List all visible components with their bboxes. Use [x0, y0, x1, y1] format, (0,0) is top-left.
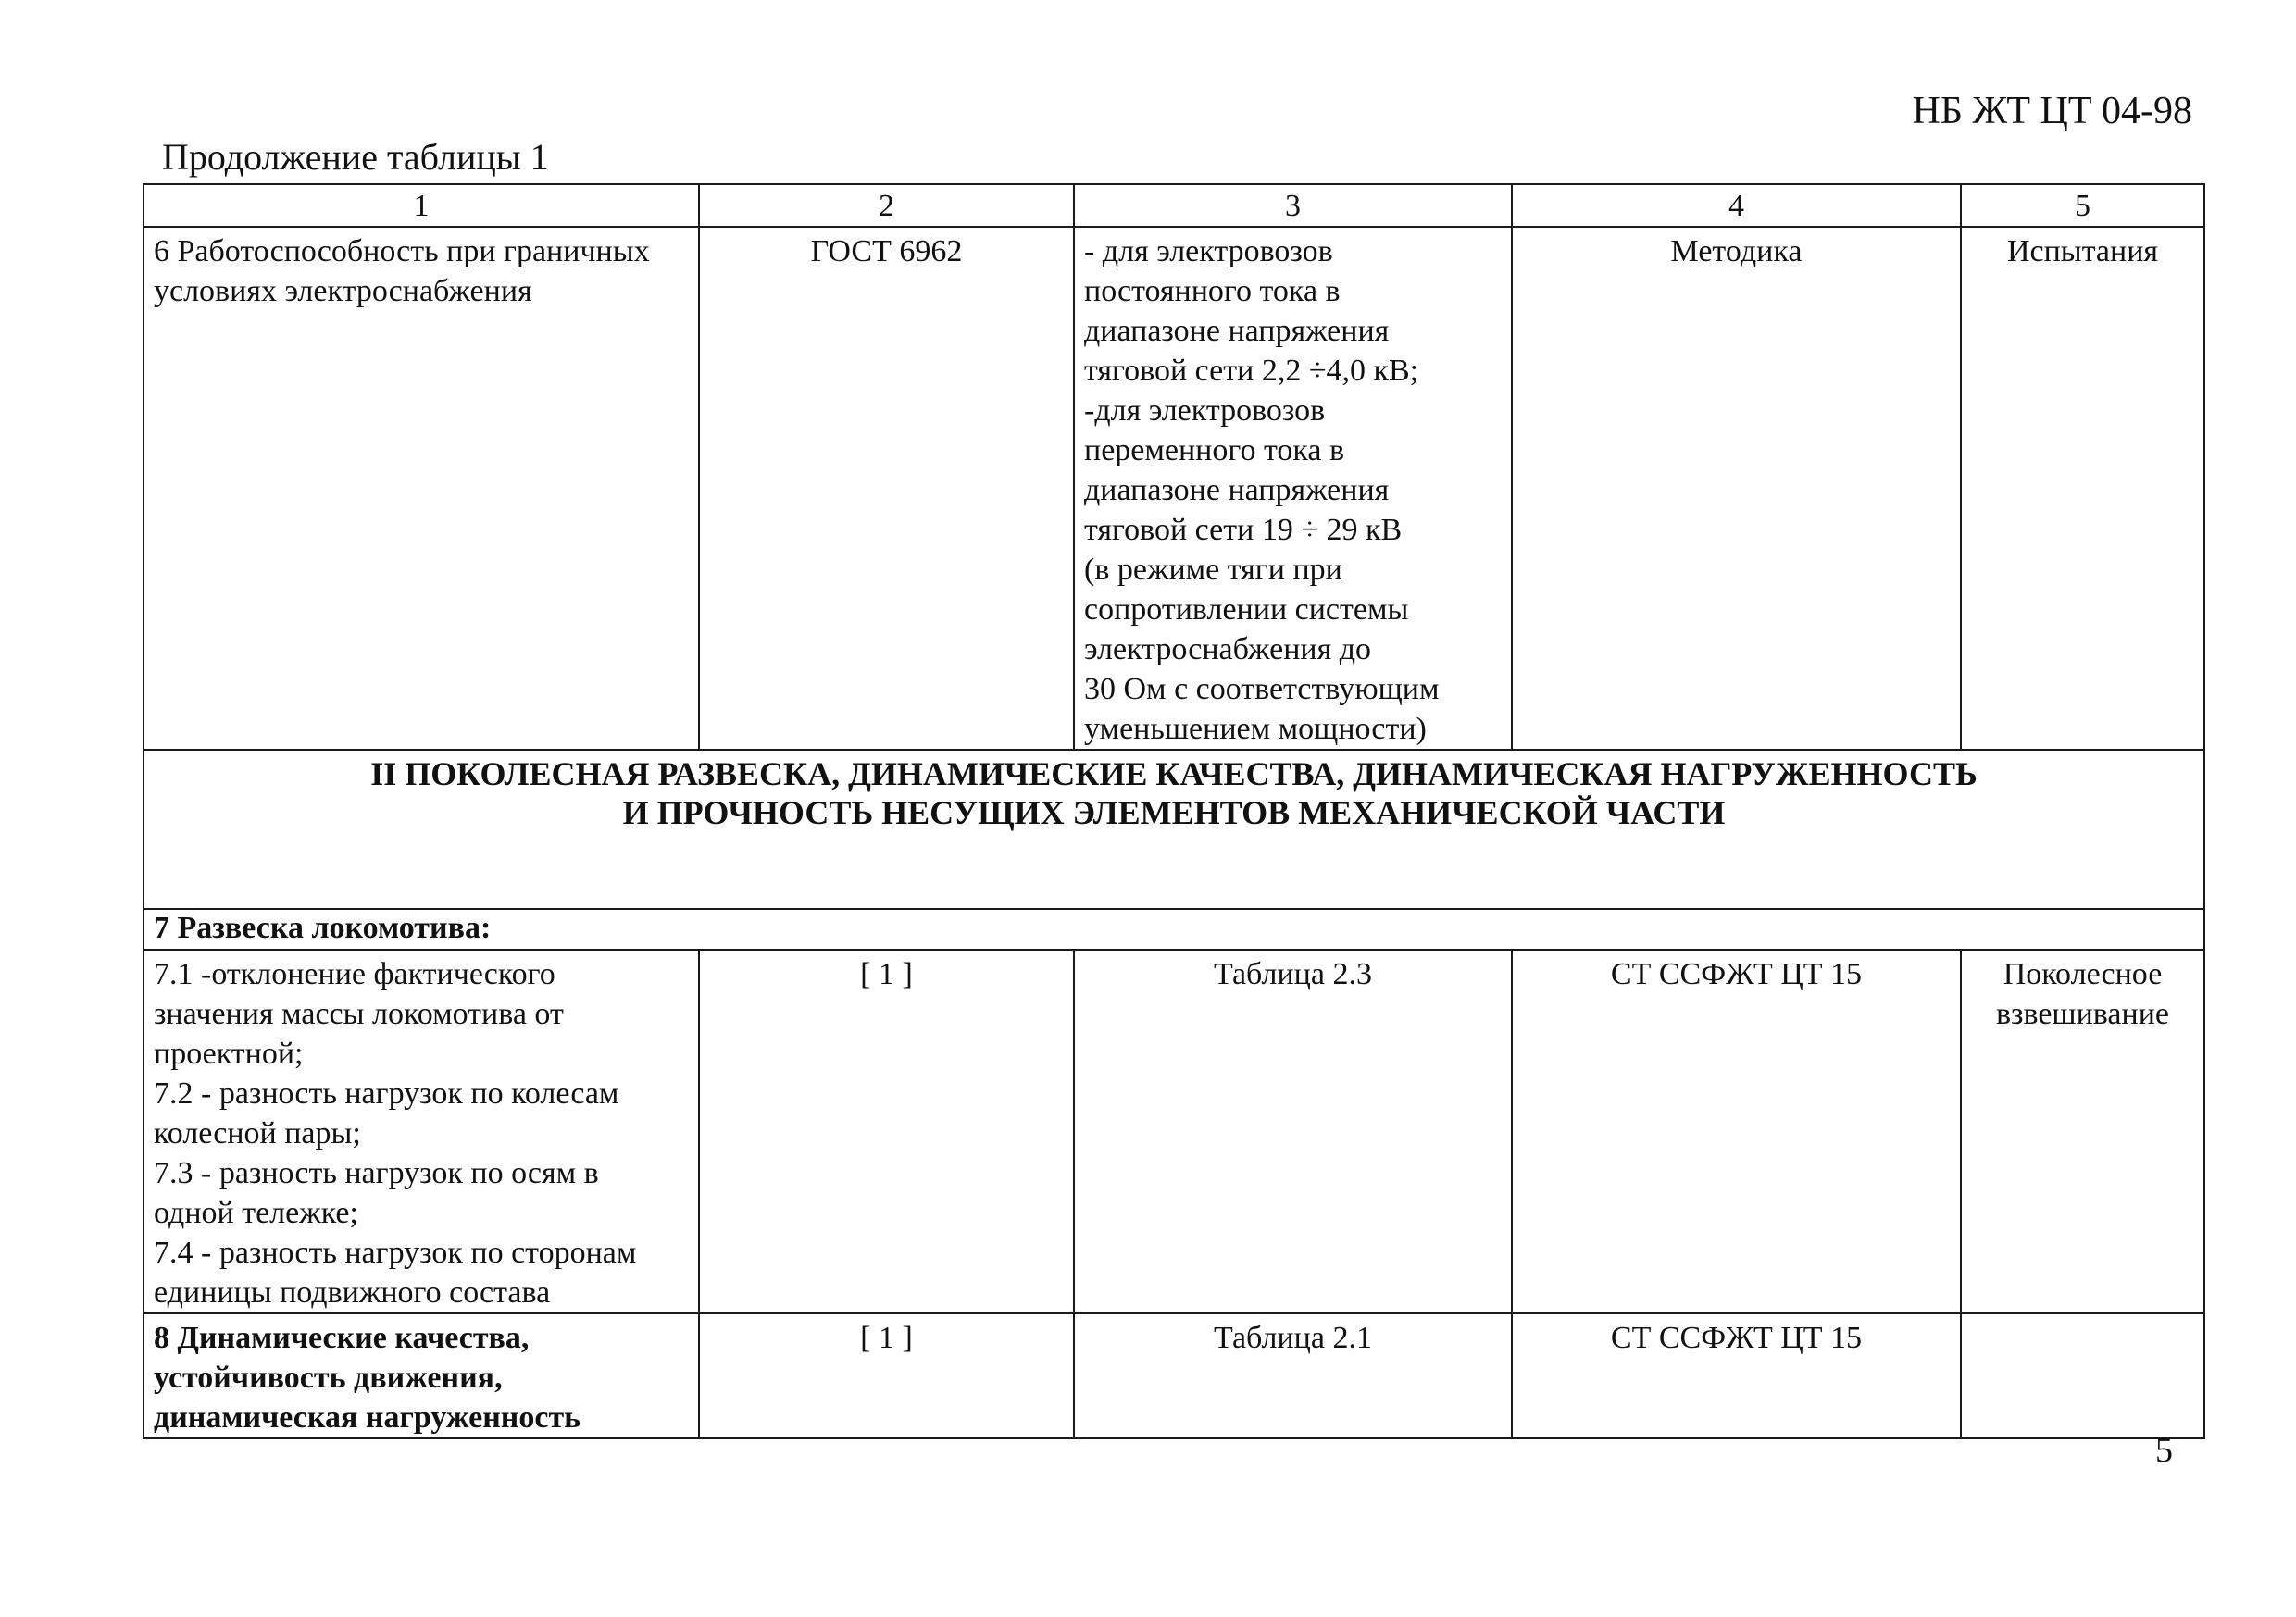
- row6-requirement: [1074, 227, 1512, 750]
- row6-method: Методика: [1512, 227, 1961, 750]
- column-number: 3: [1074, 184, 1512, 227]
- row8-parameters: [144, 1313, 699, 1438]
- row8-requirement: Таблица 2.1: [1074, 1313, 1512, 1438]
- text-line: условиях электроснабжения: [154, 274, 532, 308]
- row6-control-type: Испытания: [1961, 227, 2204, 750]
- text-line: одной тележке;: [154, 1196, 358, 1230]
- document-code: НБ ЖТ ЦТ 04-98: [1912, 90, 2192, 132]
- text-line: 30 Ом с соответствующим: [1084, 672, 1440, 706]
- row8-control-type: [1961, 1313, 2204, 1438]
- row6-standard: ГОСТ 6962: [699, 227, 1074, 750]
- text-line: диапазоне напряжения: [1084, 473, 1390, 507]
- text-line: значения массы локомотива от: [154, 997, 564, 1031]
- text-line: сопротивлении системы: [1084, 592, 1409, 627]
- table-row-7: [144, 950, 2204, 1313]
- row6-parameter: [144, 227, 699, 750]
- section-title: [144, 750, 2204, 909]
- text-line: колесной пары;: [154, 1116, 361, 1151]
- section-title-line: И ПРОЧНОСТЬ НЕСУЩИХ ЭЛЕМЕНТОВ МЕХАНИЧЕСКОЙ ЧАСТИ: [622, 794, 1726, 831]
- text-line: переменного тока в: [1084, 433, 1345, 467]
- row7-control-type: [1961, 950, 2204, 1313]
- text-line: - для электровозов: [1084, 234, 1333, 268]
- row7-heading: 7 Развеска локомотива:: [144, 909, 2204, 950]
- text-line: 8 Динамические качества,: [154, 1321, 530, 1355]
- text-line: единицы подвижного состава: [154, 1275, 551, 1310]
- section-header-row: [144, 750, 2204, 909]
- row7-parameters: [144, 950, 699, 1313]
- column-number: 2: [699, 184, 1074, 227]
- table-row-8: [144, 1313, 2204, 1438]
- text-line: 7.4 - разность нагрузок по сторонам: [154, 1236, 637, 1270]
- row8-method: СТ ССФЖТ ЦТ 15: [1512, 1313, 1961, 1438]
- row7-standard: [ 1 ]: [699, 950, 1074, 1313]
- text-line: диапазоне напряжения: [1084, 314, 1390, 348]
- text-line: (в режиме тяги при: [1084, 553, 1342, 587]
- text-line: уменьшением мощности): [1084, 712, 1427, 746]
- text-line: динамическая нагруженность: [154, 1400, 581, 1435]
- text-line: тяговой сети 19 ÷ 29 кВ: [1084, 513, 1403, 547]
- text-line: 7.1 -отклонение фактического: [154, 957, 555, 991]
- row7-requirement: Таблица 2.3: [1074, 950, 1512, 1313]
- column-number: 5: [1961, 184, 2204, 227]
- table-row-7-header: [144, 909, 2204, 950]
- text-line: -для электровозов: [1084, 393, 1326, 428]
- text-line: электроснабжения до: [1084, 632, 1372, 666]
- row8-standard: [ 1 ]: [699, 1313, 1074, 1438]
- text-line: 6 Работоспособность при граничных: [154, 234, 650, 268]
- row7-method: СТ ССФЖТ ЦТ 15: [1512, 950, 1961, 1313]
- page-number: 5: [2155, 1431, 2173, 1470]
- column-number: 1: [144, 184, 699, 227]
- table-continuation-caption: Продолжение таблицы 1: [162, 136, 549, 178]
- requirements-table: [143, 183, 2205, 1439]
- text-line: 7.2 - разность нагрузок по колесам: [154, 1076, 619, 1111]
- table-row-6: [144, 227, 2204, 750]
- text-line: 7.3 - разность нагрузок по осям в: [154, 1156, 599, 1190]
- section-title-line: II ПОКОЛЕСНАЯ РАЗВЕСКА, ДИНАМИЧЕСКИЕ КАЧЕСТВА, ДИНАМИЧЕСКАЯ НАГРУЖЕННОСТЬ: [370, 755, 1978, 792]
- text-line: взвешивание: [1996, 997, 2169, 1031]
- text-line: устойчивость движения,: [154, 1361, 503, 1395]
- text-line: постоянного тока в: [1084, 274, 1341, 308]
- column-number: 4: [1512, 184, 1961, 227]
- text-line: тяговой сети 2,2 ÷4,0 кВ;: [1084, 354, 1419, 388]
- text-line: Поколесное: [2003, 957, 2163, 991]
- text-line: проектной;: [154, 1037, 304, 1071]
- column-number-row: [144, 184, 2204, 227]
